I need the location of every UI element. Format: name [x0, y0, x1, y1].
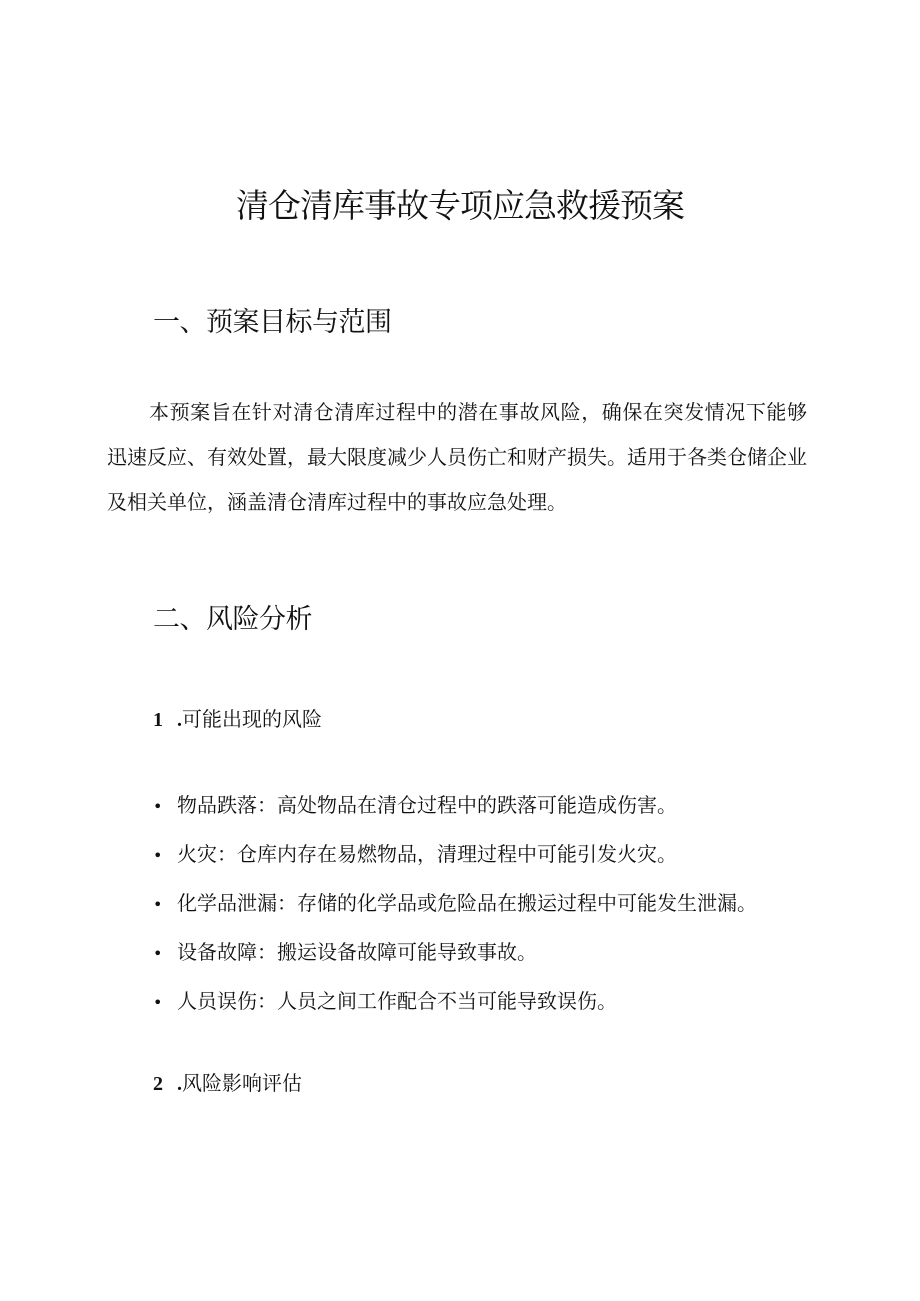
- bullet-icon: •: [153, 944, 163, 963]
- bullet-icon: •: [153, 895, 163, 914]
- list-item: [153, 790, 757, 839]
- subsection-number: 1: [153, 709, 163, 731]
- bullet-icon: •: [153, 797, 163, 816]
- list-item: [153, 986, 757, 1035]
- section-paragraph-goals-scope: 本预案旨在针对清仓清库过程中的潜在事故风险，确保在突发情况下能够迅速反应、有效处置，最大限度减少人员伤亡和财产损失。适用于各类仓储企业及相关单位，涵盖清仓清库过程中的事故应急处理。: [107, 400, 807, 514]
- risk-list: [153, 790, 757, 1035]
- document-title: 清仓清库事故专项应急救援预案: [236, 186, 684, 225]
- list-item-text: 物品跌落：高处物品在清仓过程中的跌落可能造成伤害。: [177, 793, 677, 817]
- list-item-text: 化学品泄漏：存储的化学品或危险品在搬运过程中可能发生泄漏。: [177, 891, 757, 915]
- subsection-number: 2: [153, 1073, 163, 1095]
- list-item-text: 人员误伤：人员之间工作配合不当可能导致误伤。: [177, 989, 617, 1013]
- subsection-dot: .: [177, 709, 182, 731]
- subsection-title: 风险影响评估: [182, 1071, 302, 1095]
- bullet-icon: •: [153, 846, 163, 865]
- list-item-text: 设备故障：搬运设备故障可能导致事故。: [177, 940, 537, 964]
- subsection-heading-possible-risks: [153, 703, 322, 732]
- subsection-title: 可能出现的风险: [182, 707, 322, 731]
- bullet-icon: •: [153, 993, 163, 1012]
- list-item: [153, 839, 757, 888]
- section-heading-goals-scope: 一、预案目标与范围: [153, 307, 392, 338]
- section-heading-risk-analysis: 二、风险分析: [153, 604, 312, 635]
- list-item: [153, 888, 757, 937]
- list-item-text: 火灾：仓库内存在易燃物品，清理过程中可能引发火灾。: [177, 842, 677, 866]
- subsection-dot: .: [177, 1073, 182, 1095]
- subsection-heading-risk-impact: [153, 1067, 302, 1096]
- list-item: [153, 937, 757, 986]
